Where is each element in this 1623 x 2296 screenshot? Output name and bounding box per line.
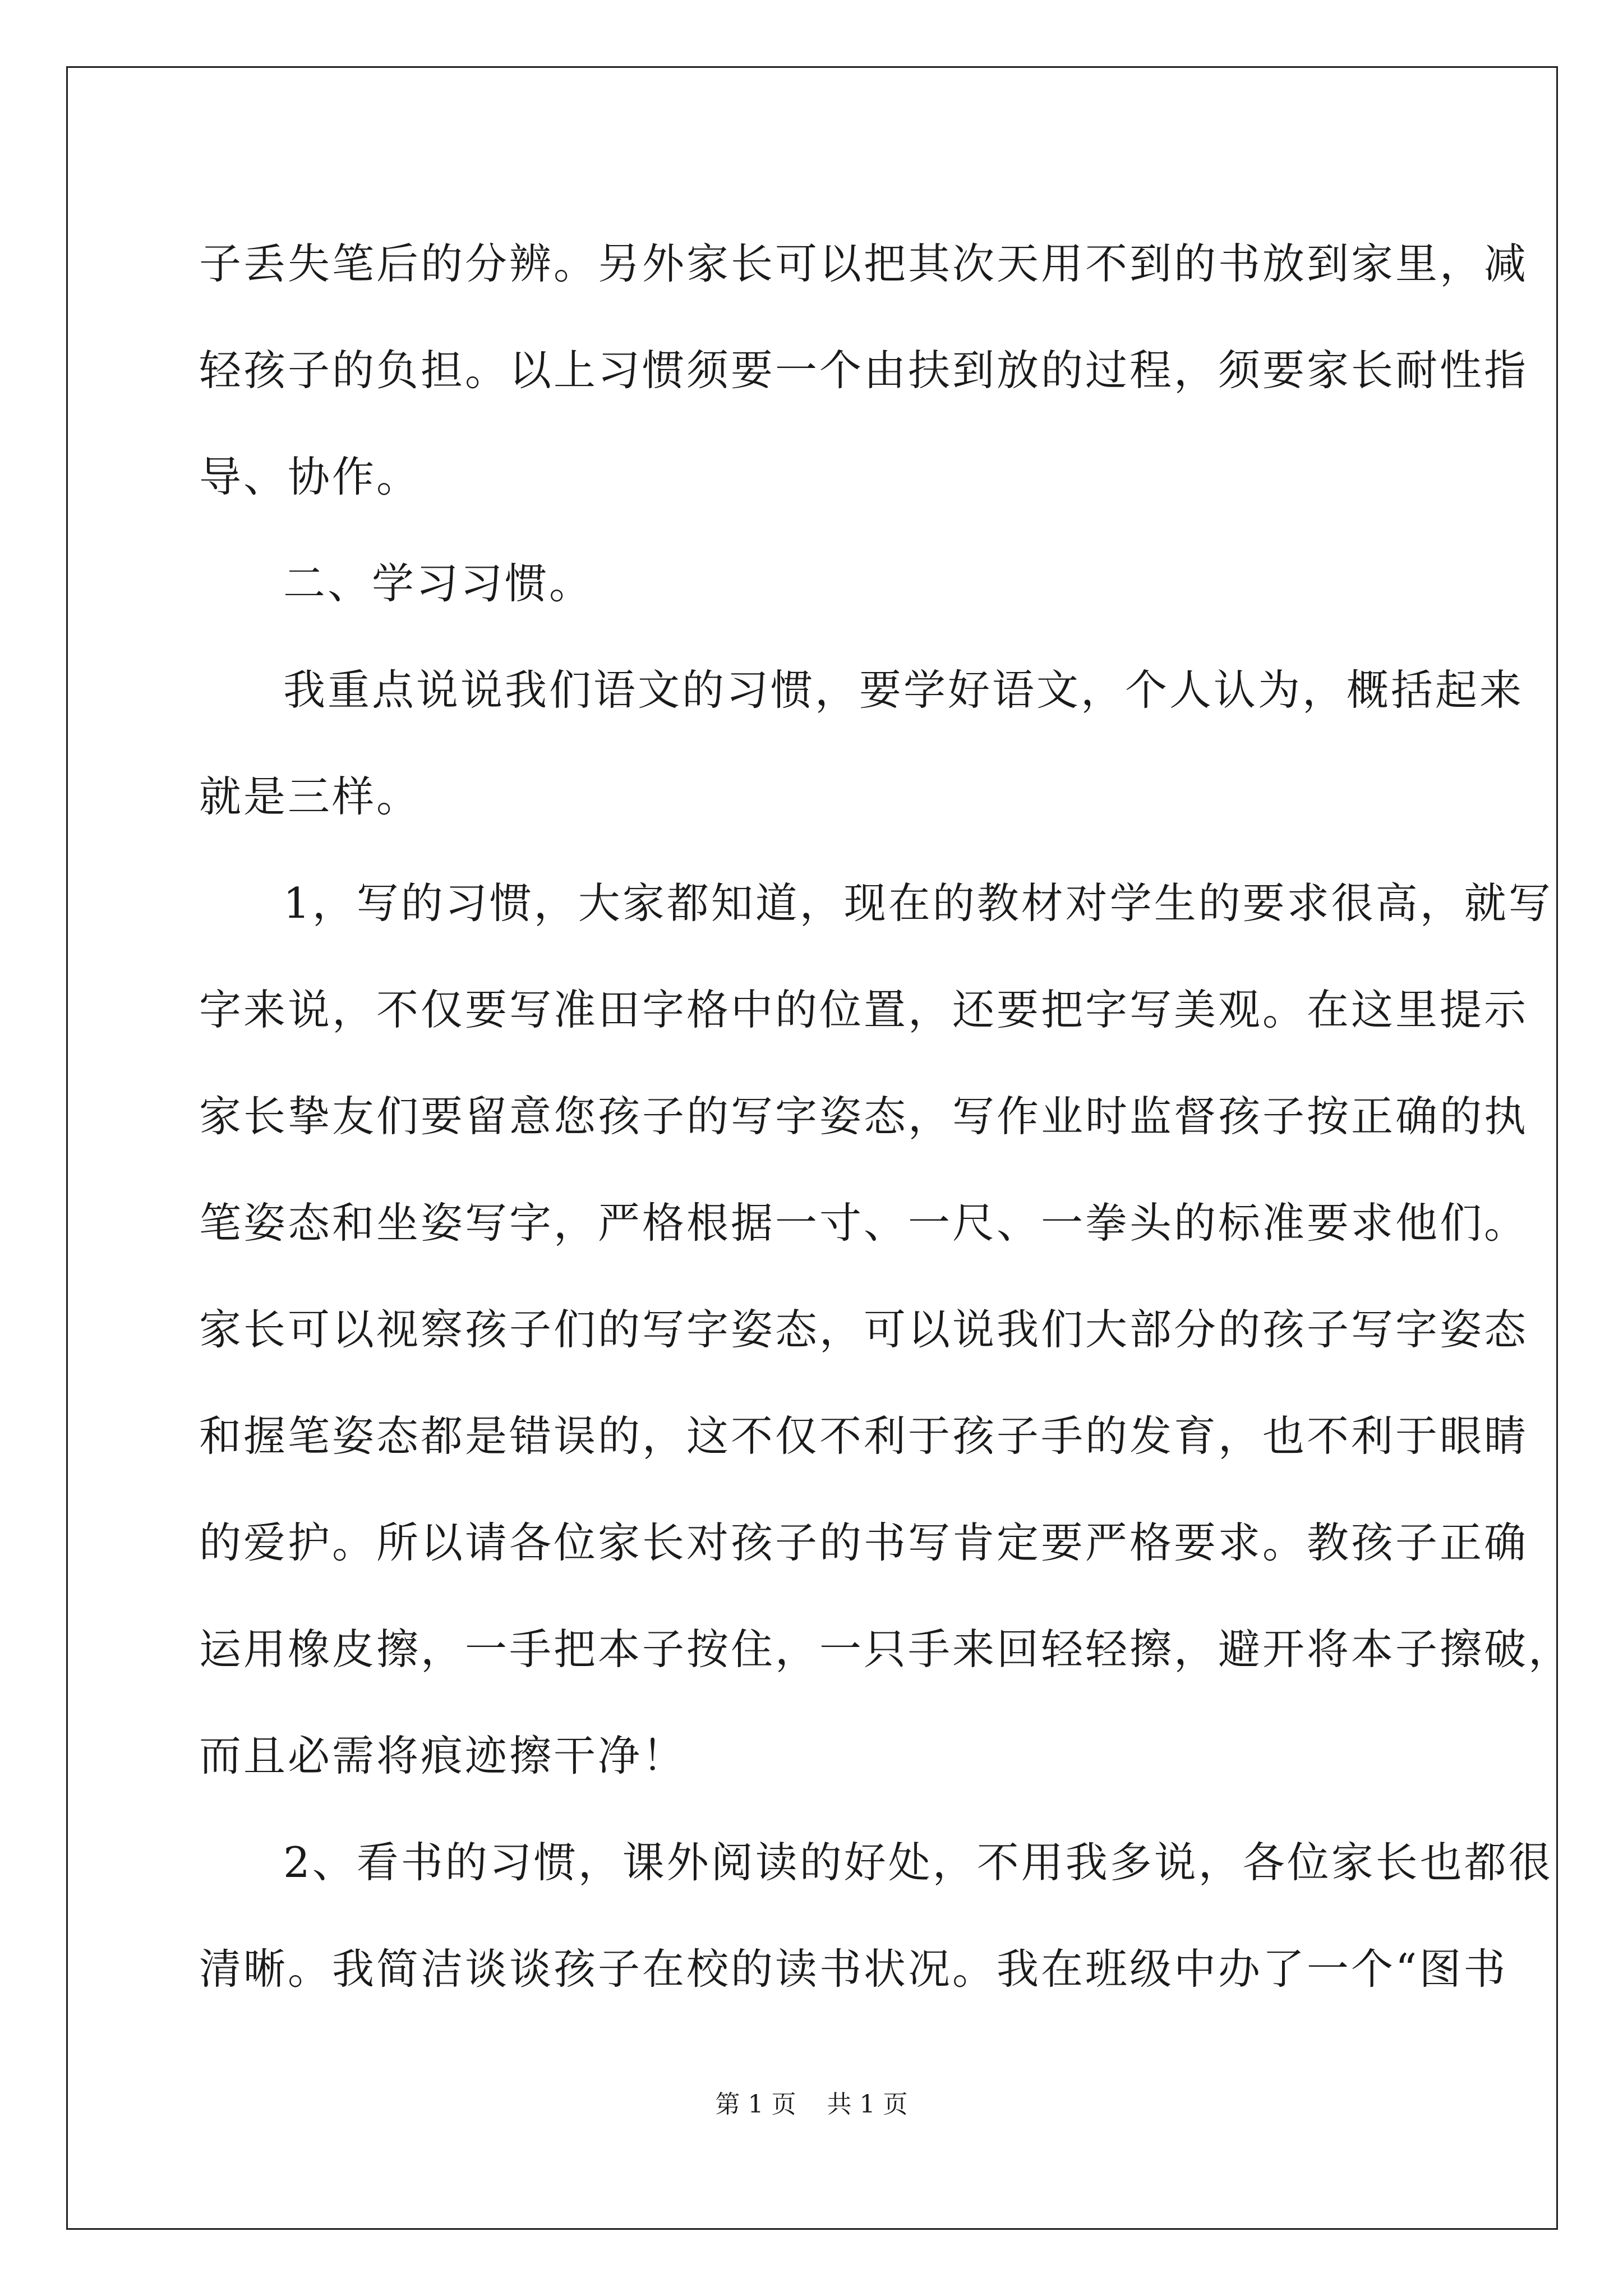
text-line: 笔姿态和坐姿写字，严格根据一寸、一尺、一拳头的标准要求他们。: [199, 1198, 1529, 1248]
text-line: 家长挚友们要留意您孩子的写字姿态，写作业时监督孩子按正确的执: [199, 1092, 1529, 1141]
text-line: 导、协作。: [199, 452, 421, 501]
text-line: 就是三样。: [199, 772, 421, 821]
text-line: 子丢失笔后的分辨。另外家长可以把其次天用不到的书放到家里，减: [199, 239, 1529, 288]
page-total: 共 1 页: [827, 2090, 908, 2119]
text-line: 1，写的习惯，大家都知道，现在的教材对学生的要求很高，就写: [283, 878, 1553, 928]
page-footer: [0, 2084, 1623, 2120]
document-body: [199, 210, 1573, 2022]
text-line: 运用橡皮擦，一手把本子按住，一只手来回轻轻擦，避开将本子擦破，: [199, 1625, 1573, 1674]
text-line: 的爱护。所以请各位家长对孩子的书写肯定要严格要求。教孩子正确: [199, 1518, 1529, 1567]
section-heading: 二、学习习惯。: [283, 559, 594, 608]
text-line: 清晰。我简洁谈谈孩子在校的读书状况。我在班级中办了一个“图书: [199, 1944, 1508, 1994]
text-line: 而且必需将痕迹擦干净！: [199, 1731, 687, 1780]
text-line: 我重点说说我们语文的习惯，要学好语文，个人认为，概括起来: [283, 665, 1524, 715]
text-line: 字来说，不仅要写准田字格中的位置，还要把字写美观。在这里提示: [199, 985, 1529, 1034]
text-line: 家长可以视察孩子们的写字姿态，可以说我们大部分的孩子写字姿态: [199, 1305, 1529, 1354]
page-number: 第 1 页: [715, 2090, 796, 2119]
text-line: 轻孩子的负担。以上习惯须要一个由扶到放的过程，须要家长耐性指: [199, 346, 1529, 395]
text-line: 2、看书的习惯，课外阅读的好处，不用我多说，各位家长也都很: [283, 1838, 1553, 1887]
text-line: 和握笔姿态都是错误的，这不仅不利于孩子手的发育，也不利于眼睛: [199, 1411, 1529, 1461]
